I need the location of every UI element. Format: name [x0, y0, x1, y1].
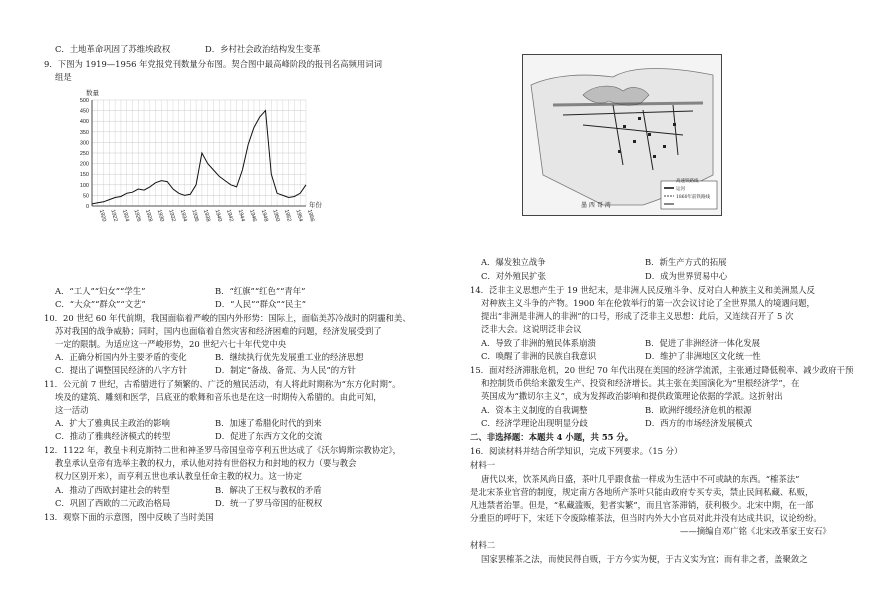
x-tick-label: 1942 — [225, 208, 235, 223]
q16-stem: 16．阅读材料并结合所学知识，完成下列要求。（15 分） — [470, 446, 683, 456]
q9-option-d: D．“人民”“群众”“民主” — [215, 299, 307, 309]
y-tick-label: 300 — [79, 140, 89, 147]
section-2-heading: 二、非选择题：本题共 4 小题，共 55 分。 — [470, 432, 634, 442]
q11-stem-line2: 埃及的建筑、雕刻和医学，吕底亚的歌舞和音乐也是在这一时期传入希腊的。由此可知， — [55, 392, 382, 402]
q12-stem-line2: 教皇承认皇帝有选举主教的权力，承认他对持有世俗权力和封地的权力（要与教会 — [55, 458, 357, 468]
q12-option-d: D．统一了罗马帝国的征税权 — [215, 498, 323, 508]
material-1-line3: 凡违禁者治罪。但是，“私藏滥贩，犯者实繁”，而且官茶滞销，获利极少。北宋中期，在一部 — [470, 500, 814, 510]
q14-option-b: B．促进了非洲经济一体化发展 — [645, 338, 761, 348]
q14-stem-line4: 泛非大会。这说明泛非会议 — [481, 324, 582, 334]
q13-stem: 13．观察下面的示意图，图中反映了当时美国 — [44, 512, 214, 522]
q9-stem-line2: 组是 — [55, 72, 72, 82]
q12-stem-line1: 12．1122 年，教皇卡利克斯特二世和神圣罗马帝国皇帝亨利五世达成了《沃尔姆斯宗教协定》， — [44, 445, 402, 455]
q12-option-c: C．巩固了西欧的二元政治格局 — [55, 498, 171, 508]
q10-stem-line3: 一定的限制。为适应这一严峻形势，20 世纪六七十年代党中央 — [55, 339, 287, 349]
q10-option-b: B．继续执行优先发展重工业的经济思想 — [215, 352, 364, 362]
q8-option-c: C．土地革命巩固了苏维埃政权 — [55, 44, 171, 54]
us-map-diagram — [522, 54, 722, 216]
newspaper-count-chart — [64, 86, 336, 246]
y-tick-label: 150 — [79, 172, 89, 179]
map-legend-1: 高速铁路线 — [676, 179, 699, 184]
q9-option-c: C．“大众”“群众”“文艺” — [55, 299, 146, 309]
q10-stem-line1: 10．20 世纪 60 年代前期，我国面临着严峻的国内外形势：国际上，面临美苏冷战时的阴霾和美、 — [44, 313, 411, 323]
material-1-line1: 唐代以来，饮茶风尚日盛，茶叶几乎跟食盐一样成为生活中不可或缺的东西。“榷茶法” — [481, 474, 800, 484]
q10-option-d: D．制定“备战、备荒、为人民”的方针 — [215, 365, 356, 375]
q12-option-b: B．解决了王权与教权的矛盾 — [215, 485, 322, 495]
q11-option-b: B．加速了希腊化时代的到来 — [215, 418, 322, 428]
x-tick-label: 1930 — [155, 208, 165, 223]
q10-option-c: C．提出了调整国民经济的八字方针 — [55, 365, 188, 375]
x-tick-label: 1920 — [97, 208, 107, 223]
q8-option-d: D．乡村社会政治结构发生变革 — [205, 44, 321, 54]
x-tick-label: 1924 — [120, 208, 130, 223]
q15-option-b: B．欧洲纾缓经济危机的根源 — [645, 405, 752, 415]
q14-option-c: C．唤醒了非洲的民族自我意识 — [481, 351, 597, 361]
q15-option-a: A．资本主义制度的自我调整 — [481, 405, 588, 415]
q12-stem-line3: 权力区别开来），而亨利五世也承认教皇任命主教的权力。这一协定 — [55, 471, 303, 481]
x-tick-label: 1956 — [306, 208, 316, 223]
x-tick-label: 1952 — [282, 208, 292, 223]
q13-option-c: C．对外殖民扩张 — [481, 271, 547, 281]
x-axis-label: 年份 — [309, 201, 322, 209]
q14-stem-line2: 对种族主义斗争的产物。1900 年在伦敦举行的第一次会议讨论了全世界黑人的境遇问题， — [481, 298, 815, 308]
y-tick-label: 350 — [79, 129, 89, 136]
x-tick-label: 1950 — [271, 208, 281, 223]
material-1-title: 材料一 — [470, 460, 496, 470]
q12-option-a: A．推动了西欧封建社会的转型 — [55, 485, 170, 495]
x-tick-label: 1926 — [132, 208, 142, 223]
y-tick-label: 0 — [85, 204, 89, 210]
series-line — [92, 111, 306, 204]
x-tick-label: 1944 — [236, 208, 246, 223]
map-legend-3: 1860年前铁路线 — [676, 195, 710, 200]
q9-stem-line1: 9．下图为 1919—1956 年党报党刊数量分布图。契合图中最高峰阶段的报刊名高频用词词 — [44, 59, 383, 69]
q15-option-d: D．西方的市场经济发展模式 — [645, 418, 753, 428]
map-ocean-label: 墨 西 哥 湾 — [581, 202, 611, 209]
x-tick-label: 1954 — [294, 208, 304, 223]
y-tick-label: 400 — [79, 119, 89, 126]
q13-option-b: B．新生产方式的拓展 — [645, 257, 727, 267]
x-tick-label: 1946 — [248, 208, 258, 223]
material-1-line4: 分重臣的呼吁下，宋廷下令废除榷茶法，但当时内外大小官员对此并没有达成共识，议论纷纷。 — [470, 513, 822, 523]
q10-option-a: A．正确分析国内外主要矛盾的变化 — [55, 352, 187, 362]
material-1-line2: 是北宋茶业官营的制度，规定南方各地所产茶叶只能由政府专买专卖，禁止民间私藏、私贩， — [470, 487, 814, 497]
q13-option-d: D．成为世界贸易中心 — [645, 271, 728, 281]
y-tick-label: 500 — [79, 98, 89, 104]
q11-option-c: C．推动了雅典经济模式的转型 — [55, 431, 171, 441]
q15-stem-line3: 英国成为“撒切尔主义”，成为发挥政治影响和提供政策理论依据的学派。这折射出 — [481, 391, 783, 401]
x-tick-label: 1932 — [167, 208, 177, 223]
y-tick-label: 100 — [79, 182, 89, 189]
q11-option-a: A．扩大了雅典民主政治的影响 — [55, 418, 170, 428]
q11-option-d: D．促进了东西方文化的交流 — [215, 431, 323, 441]
x-tick-label: 1934 — [178, 208, 188, 223]
q9-option-b: B．“红旗”“红色”“青年” — [215, 286, 306, 296]
map-legend-2: 运河 — [676, 187, 685, 192]
q15-stem-line2: 和控制货币供给来激发生产、投资和经济增长。其主张在美国演化为“里根经济学”，在 — [481, 378, 800, 388]
q14-option-a: A．导致了非洲的殖民体系崩溃 — [481, 338, 596, 348]
y-tick-label: 250 — [79, 151, 89, 157]
q10-stem-line2: 苏对我国的战争威胁；同时，国内也面临着自然灾害和经济困难的问题，经济发展受到了 — [55, 326, 382, 336]
q14-stem-line3: 提出“非洲是非洲人的非洲”的口号，形成了泛非主义思想：此后，又连续召开了 5 次 — [481, 311, 794, 321]
material-2-line1: 国家罢榷茶之法，而使民得自贩，于方今实为便，于古义实为宜；而有非之者，盖聚敛之 — [481, 554, 808, 564]
y-axis-label: 数量 — [86, 89, 99, 97]
q14-stem-line1: 14．泛非主义思想产生于 19 世纪末，是非洲人民反殖斗争、反对白人种族主义和美洲黑人反 — [470, 285, 815, 295]
y-tick-label: 200 — [79, 161, 89, 168]
q13-option-a: A．爆发独立战争 — [481, 257, 546, 267]
material-1-source: ——摘编自邓广铭《北宋改革家王安石》 — [680, 526, 831, 536]
x-tick-label: 1938 — [201, 208, 211, 223]
x-tick-label: 1936 — [190, 208, 200, 223]
x-tick-label: 1928 — [144, 208, 154, 223]
q11-stem-line3: 这一活动 — [55, 405, 89, 415]
x-tick-label: 1922 — [109, 208, 119, 223]
material-2-title: 材料二 — [470, 540, 496, 550]
x-tick-label: 1940 — [213, 208, 223, 223]
q14-option-d: D．维护了非洲地区文化统一性 — [645, 351, 761, 361]
q15-stem-line1: 15．面对经济滞胀危机，20 世纪 70 年代出现在美国的经济学流派，主张通过降低税率、减少政府干预 — [470, 365, 854, 375]
y-tick-label: 450 — [79, 108, 89, 115]
y-tick-label: 50 — [82, 193, 89, 200]
q9-option-a: A．“工人”“妇女”“学生” — [55, 286, 146, 296]
q15-option-c: C．经济学理论出现明显分歧 — [481, 418, 588, 428]
x-tick-label: 1948 — [259, 208, 269, 223]
q11-stem-line1: 11．公元前 7 世纪，古希腊进行了频繁的、广泛的殖民活动，有人将此时期称为“东方化时期”。 — [44, 379, 401, 389]
